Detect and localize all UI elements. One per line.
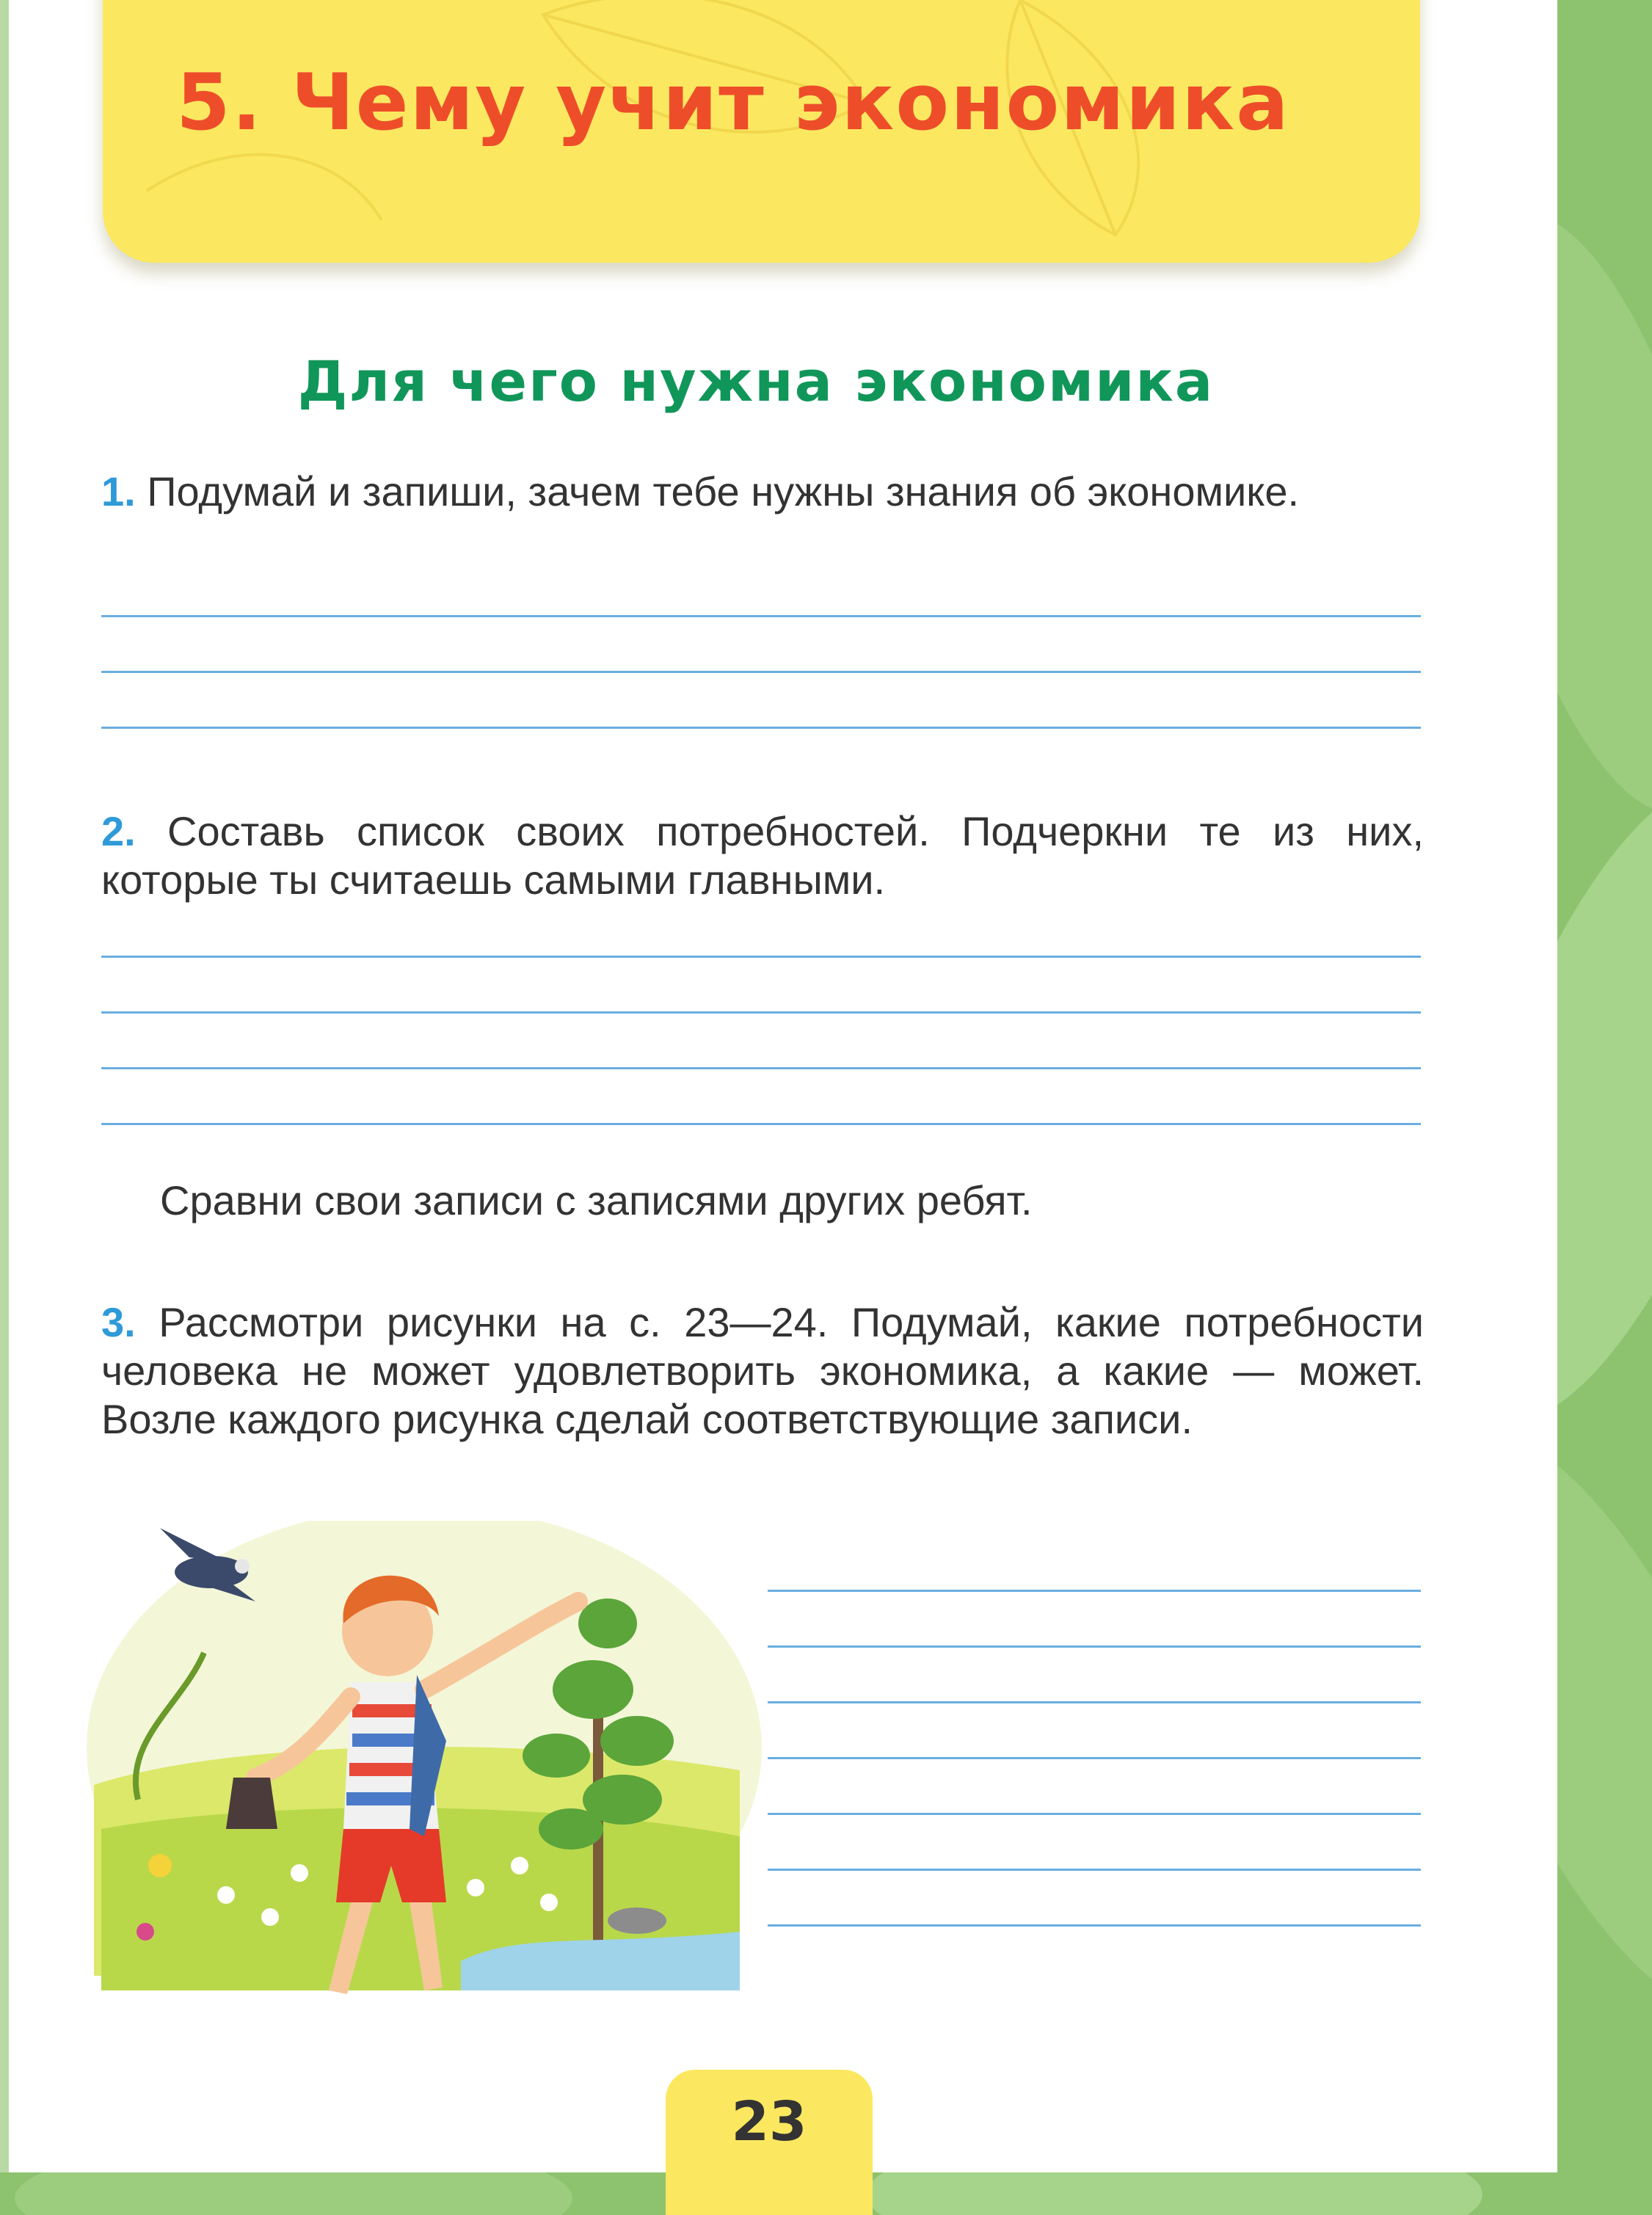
task-3-text: Рассмотри рисунки на с. 23—24. Подумай, какие потребности человека не может удовлетворить экономика, а какие — может. Возле каждого рисунка сделай соответствующие записи. xyxy=(101,1299,1424,1442)
boy-walking-illustration xyxy=(79,1521,762,2020)
section-title: Для чего нужна экономика xyxy=(297,349,1215,414)
page-binding-strip xyxy=(0,0,9,2172)
task-1 xyxy=(101,468,1424,516)
chapter-title: 5. Чему учит экономика xyxy=(176,57,1290,148)
answer-line-1-3[interactable] xyxy=(101,727,1421,729)
task-2-number: 2. xyxy=(101,808,136,854)
chapter-header-band xyxy=(103,0,1420,263)
answer-line-1-1[interactable] xyxy=(101,615,1421,617)
answer-line-3-2[interactable] xyxy=(768,1645,1421,1648)
answer-line-3-3[interactable] xyxy=(768,1701,1421,1703)
answer-line-3-6[interactable] xyxy=(768,1869,1421,1871)
answer-line-2-2[interactable] xyxy=(101,1011,1421,1014)
task-2 xyxy=(101,807,1424,904)
page-number-tab xyxy=(666,2070,873,2215)
answer-line-2-4[interactable] xyxy=(101,1123,1421,1125)
answer-line-3-1[interactable] xyxy=(768,1590,1421,1592)
task-3-number: 3. xyxy=(101,1299,136,1345)
compare-note: Сравни свои записи с записями других ребят. xyxy=(160,1177,1033,1223)
answer-line-3-4[interactable] xyxy=(768,1757,1421,1759)
page-number: 23 xyxy=(731,2090,807,2153)
answer-line-3-5[interactable] xyxy=(768,1813,1421,1815)
answer-line-3-7[interactable] xyxy=(768,1924,1421,1927)
task-3 xyxy=(101,1298,1424,1444)
task-1-text: Подумай и запиши, зачем тебе нужны знания об экономике. xyxy=(147,468,1300,514)
task-1-number: 1. xyxy=(101,468,136,514)
answer-line-2-1[interactable] xyxy=(101,956,1421,958)
answer-line-2-3[interactable] xyxy=(101,1067,1421,1069)
answer-line-1-2[interactable] xyxy=(101,671,1421,673)
task-2-text: Составь список своих потребностей. Подчеркни те из них, которые ты считаешь самыми главными. xyxy=(101,808,1424,903)
